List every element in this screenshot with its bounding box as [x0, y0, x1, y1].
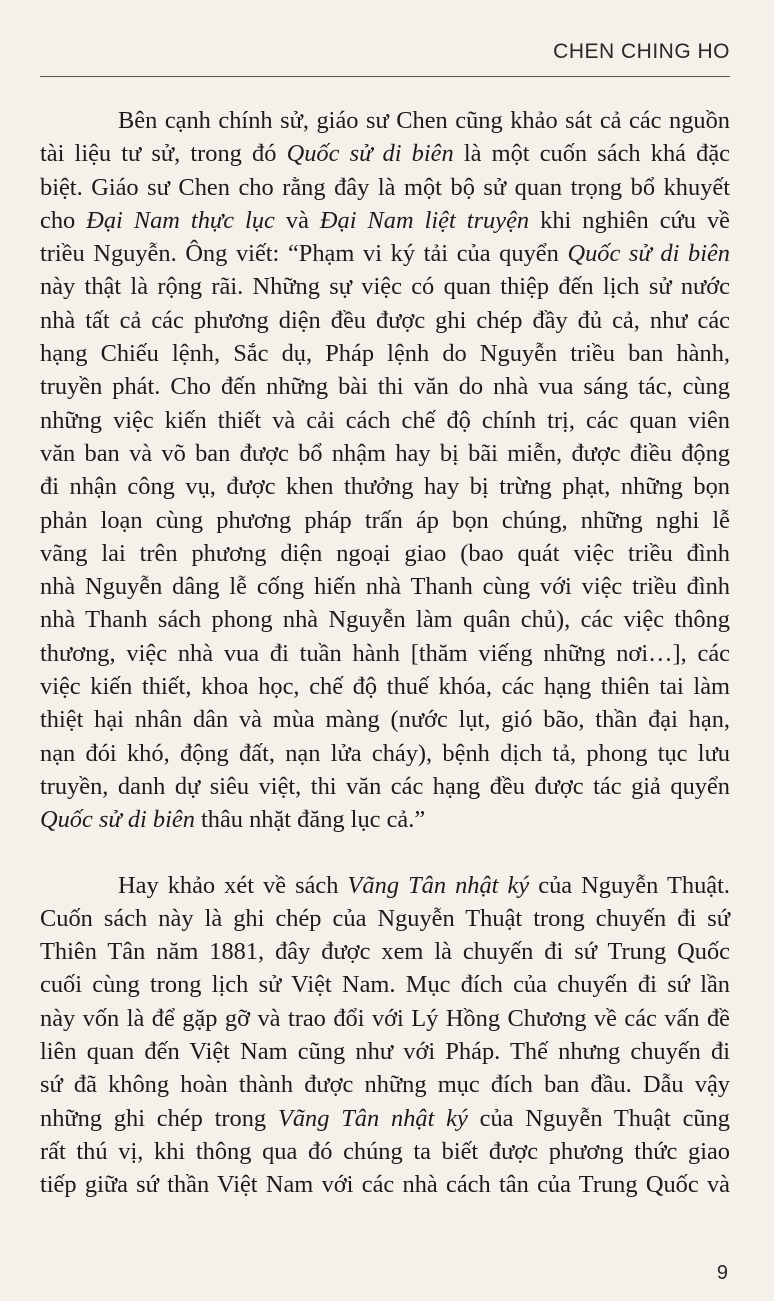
text-run: Thiên Tân năm 1881, đây được xem là chuyến đi sứ Trung Quốc	[40, 938, 730, 966]
text-run: truyền, danh dự siêu việt, thi văn các hạng đều được tác giả quyển	[40, 772, 730, 800]
paragraph-2	[40, 869, 730, 1202]
text-run: biệt. Giáo sư Chen cho rằng đây là một bộ sử quan trọng bổ khuyết	[40, 173, 730, 201]
text-line	[40, 504, 730, 537]
paragraph-1	[40, 104, 730, 837]
text-line	[40, 869, 730, 902]
text-run: Bên cạnh chính sử, giáo sư Chen cũng khảo sát cả các nguồn	[118, 107, 730, 134]
text-line	[40, 803, 730, 836]
text-run: những việc kiến thiết và cải cách chế độ chính trị, các quan viên	[40, 406, 730, 434]
text-line	[40, 171, 730, 204]
text-run: liên quan đến Việt Nam cũng như với Pháp. Thế nhưng chuyến đi	[40, 1038, 730, 1066]
text-run: hạng Chiếu lệnh, Sắc dụ, Pháp lệnh do Nguyễn triều ban hành,	[40, 340, 730, 368]
text-line	[40, 1035, 730, 1068]
text-run: nạn đói khó, động đất, nạn lửa cháy), bệnh dịch tả, phong tục lưu	[40, 739, 730, 767]
text-run: là một cuốn sách khá đặc	[453, 140, 730, 168]
text-line	[40, 703, 730, 736]
text-line	[40, 1002, 730, 1035]
text-line	[40, 404, 730, 437]
italic-title-run: Vãng Tân nhật ký	[347, 871, 530, 899]
running-header: CHEN CHING HO	[553, 40, 730, 63]
text-line	[40, 570, 730, 603]
text-run: và	[274, 206, 320, 234]
text-run: triều Nguyễn. Ông viết: “Phạm vi ký tải của quyển	[40, 240, 568, 268]
text-run: nhà Nguyễn dâng lễ cống hiến nhà Thanh cùng với việc triều đình	[40, 573, 730, 601]
text-run: của Nguyễn Thuật cũng	[467, 1104, 730, 1132]
text-line	[40, 968, 730, 1001]
text-run: khi nghiên cứu về	[529, 206, 730, 234]
text-run: tài liệu tư sử, trong đó	[40, 140, 287, 168]
text-line	[40, 935, 730, 968]
text-run: đi nhận công vụ, được khen thưởng hay bị trừng phạt, những bọn	[40, 473, 730, 501]
text-line	[40, 137, 730, 170]
text-run: Hay khảo xét về sách	[118, 871, 348, 899]
italic-title-run: Đại Nam thực lục	[86, 206, 275, 234]
text-line	[40, 470, 730, 503]
text-run: những ghi chép trong	[40, 1104, 278, 1132]
text-line	[40, 603, 730, 636]
italic-title-run: Đại Nam liệt truyện	[319, 206, 530, 234]
text-line	[40, 1135, 730, 1168]
text-run: cho	[40, 206, 87, 234]
text-line	[40, 770, 730, 803]
text-run: thâu nhặt đăng lục cả.”	[194, 806, 426, 834]
text-line	[40, 537, 730, 570]
page-number: 9	[716, 1262, 728, 1284]
text-run: thiệt hại nhân dân và mùa màng (nước lụt, gió bão, thần đại hạn,	[40, 706, 730, 734]
text-line	[40, 104, 730, 137]
text-line	[40, 1068, 730, 1101]
text-line	[40, 437, 730, 470]
text-line	[40, 370, 730, 403]
text-line	[40, 670, 730, 703]
text-run: của Nguyễn Thuật.	[529, 871, 730, 899]
text-run: văn ban và võ ban được bổ nhậm hay bị bãi miễn, được điều động	[40, 439, 730, 467]
text-run: thương, việc nhà vua đi tuần hành [thăm viếng những nơi…], các	[40, 639, 730, 667]
text-run: này thật là rộng rãi. Những sự việc có quan thiệp đến lịch sử nước	[40, 273, 730, 301]
text-run: rất thú vị, khi thông qua đó chúng ta biết được phương thức giao	[40, 1137, 730, 1165]
text-run: phản loạn cùng phương pháp trấn áp bọn chúng, những nghi lễ	[40, 506, 730, 534]
text-line	[40, 637, 730, 670]
text-run: này vốn là để gặp gỡ và trao đổi với Lý Hồng Chương về các vấn đề	[40, 1004, 730, 1032]
text-run: nhà tất cả các phương diện đều được ghi chép đầy đủ cả, như các	[40, 306, 730, 334]
text-run: cuối cùng trong lịch sử Việt Nam. Mục đích của chuyến đi sứ lần	[40, 971, 730, 999]
text-line	[40, 337, 730, 370]
text-line	[40, 1102, 730, 1135]
text-run: nhà Thanh sách phong nhà Nguyễn làm quân chủ), các việc thông	[40, 606, 730, 634]
text-line	[40, 270, 730, 303]
text-run: Cuốn sách này là ghi chép của Nguyễn Thuật trong chuyến đi sứ	[40, 904, 730, 932]
text-line	[40, 304, 730, 337]
italic-title-run: Quốc sử di biên	[40, 806, 195, 834]
text-run: sứ đã không hoàn thành được những mục đích ban đầu. Dẫu vậy	[40, 1071, 730, 1099]
text-run: vãng lai trên phương diện ngoại giao (bao quát việc triều đình	[40, 539, 730, 567]
italic-title-run: Quốc sử di biên	[286, 140, 454, 168]
italic-title-run: Vãng Tân nhật ký	[277, 1104, 468, 1132]
text-line	[40, 237, 730, 270]
header-rule	[40, 76, 730, 77]
text-run: tiếp giữa sứ thần Việt Nam với các nhà cách tân của Trung Quốc và	[40, 1171, 730, 1199]
text-line	[40, 737, 730, 770]
text-run: truyền phát. Cho đến những bài thi văn do nhà vua sáng tác, cùng	[40, 373, 730, 401]
text-line	[40, 204, 730, 237]
body-text	[40, 104, 730, 1202]
text-run: việc kiến thiết, khoa học, chế độ thuế khóa, các hạng thiên tai làm	[40, 673, 730, 701]
italic-title-run: Quốc sử di biên	[567, 240, 730, 268]
text-line	[40, 1168, 730, 1201]
text-line	[40, 902, 730, 935]
